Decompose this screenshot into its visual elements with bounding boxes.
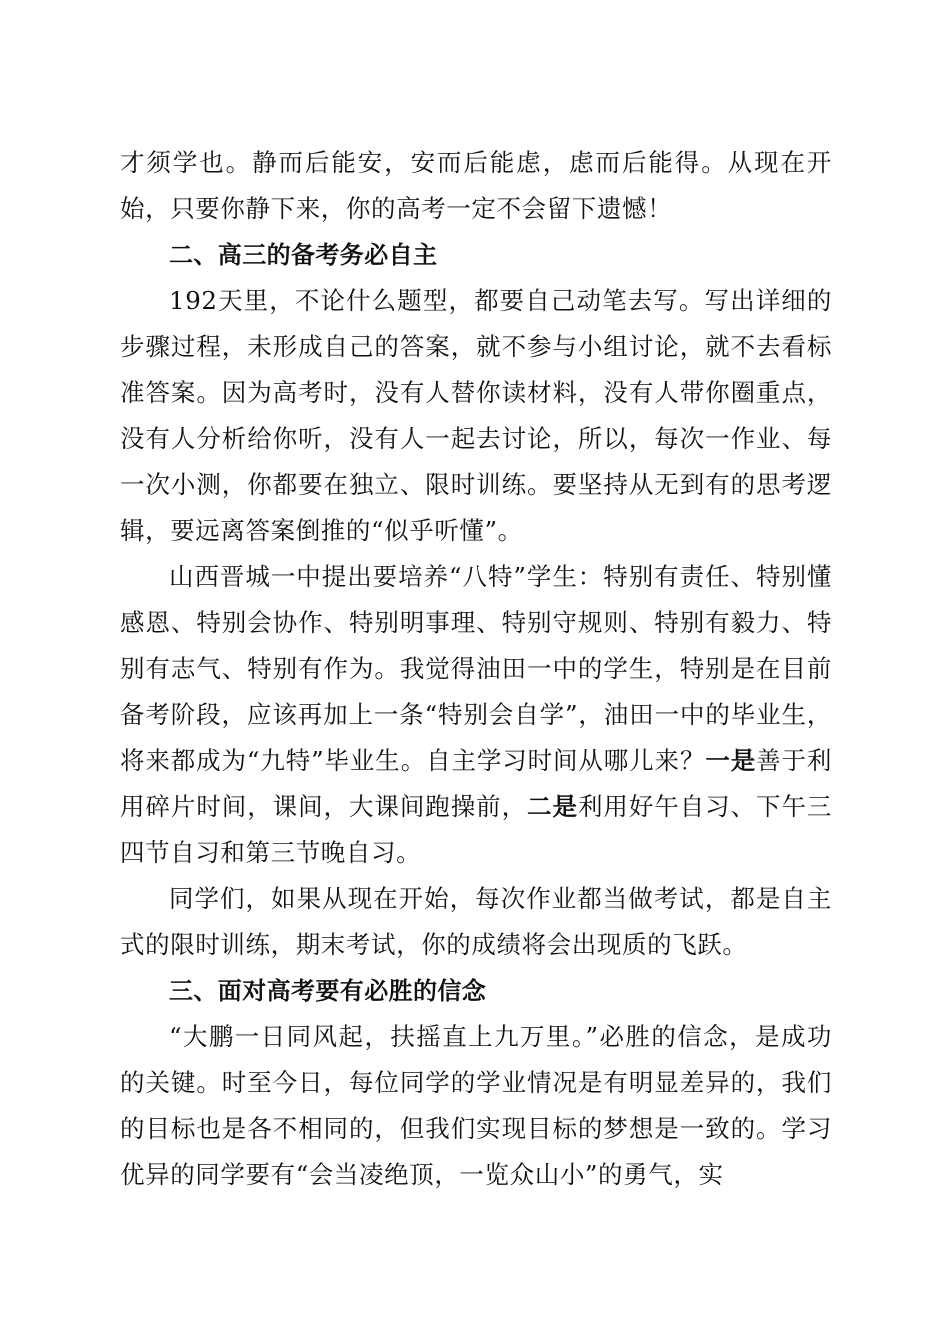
paragraph-3-text-c: 利用好午自习、下午三四节自习和第三节晚自习。 [120,792,832,867]
bold-point-one: 一是 [705,746,757,775]
paragraph-5: “大鹏一日同风起，扶摇直上九万里。”必胜的信念，是成功的关键。时至今日，每位同学的学业情况是有明显差异的，我们的目标也是各不相同的，但我们实现目标的梦想是一致的。学习优异的同学要有“会当凌绝顶，一览众山小”的勇气，实 [120,1022,832,1189]
bold-point-two: 二是 [527,792,578,821]
paragraph-3 [120,554,832,876]
paragraph-1: 才须学也。静而后能安，安而后能虑，虑而后能得。从现在开始，只要你静下来，你的高考一定不会留下遗憾！ [120,148,832,223]
document-body [120,140,832,1198]
paragraph-3-text-b: 善于利用碎片时间，课间，大课间跑操前， [120,746,832,821]
section-heading-3: 三、面对高考要有必胜的信念 [169,977,487,1005]
paragraph-4: 同学们，如果从现在开始，每次作业都当做考试，都是自主式的限时训练，期末考试，你的成绩将会出现质的飞跃。 [120,884,832,959]
paragraph-3-text-a: 山西晋城一中提出要培养“八特”学生：特别有责任、特别懂感恩、特别会协作、特别明事理、特别守规则、特别有毅力、特别有志气、特别有作为。我觉得油田一中的学生，特别是在目前备考阶段，应该再加上一条“特别会自学”，油田一中的毕业生，将来都成为“九特”毕业生。自主学习时间从哪儿来？ [120,562,832,775]
section-heading-2: 二、高三的备考务必自主 [169,241,438,269]
paragraph-2: 192天里，不论什么题型，都要自己动笔去写。写出详细的步骤过程，未形成自己的答案，就不参与小组讨论，就不去看标准答案。因为高考时，没有人替你读材料，没有人带你圈重点，没有人分析给你听，没有人一起去讨论，所以，每次一作业、每一次小测，你都要在独立、限时训练。要坚持从无到有的思考逻辑，要远离答案倒推的“似乎听懂”。 [120,286,832,545]
